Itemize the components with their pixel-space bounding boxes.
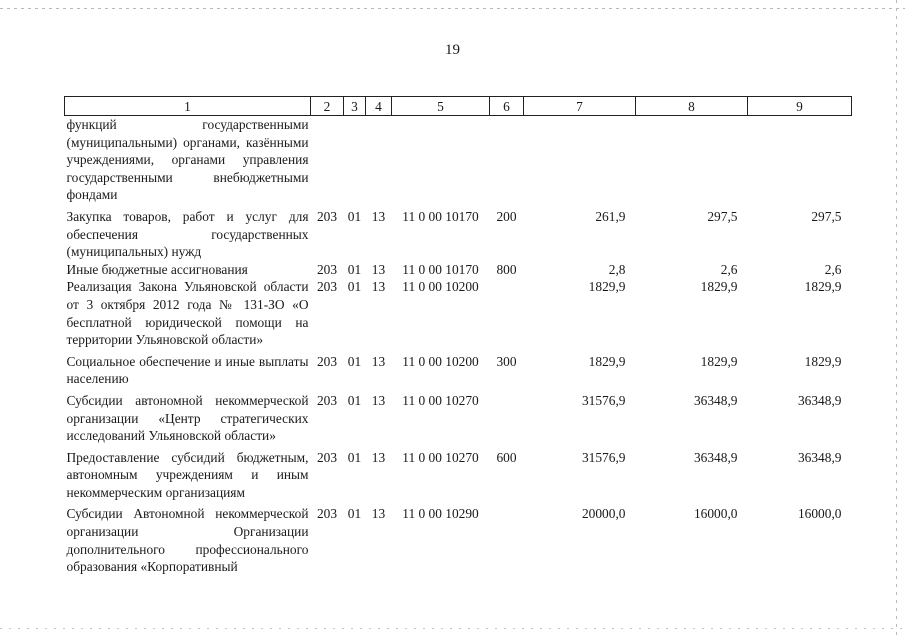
table-header-row	[65, 97, 852, 116]
cell-expense-type: 600	[496, 449, 517, 465]
cell-amount-3: 36348,9	[797, 449, 842, 465]
cell-expense-type: 200	[496, 208, 517, 224]
cell-amount-1: 31576,9	[581, 449, 626, 465]
cell-amount-3: 36348,9	[797, 392, 842, 408]
cell-expense-type	[490, 278, 524, 348]
table-row	[65, 116, 852, 204]
cell-name: Социальное обеспечение и иные выплаты населению	[66, 353, 309, 387]
cell-section: 01	[347, 208, 362, 224]
cell-section: 01	[347, 353, 362, 369]
cell-subsection: 13	[371, 449, 386, 465]
cell-amount-1: 1829,9	[588, 279, 626, 295]
cell-subsection: 13	[371, 261, 386, 277]
cell-name: функций государственными (муниципальными) органами, казёнными учреждениями, органами управления государственными внебюджетными фондами	[66, 117, 309, 203]
cell-expense-type	[490, 501, 524, 575]
cell-amount-3	[748, 116, 852, 204]
table-row	[65, 261, 852, 279]
cell-section: 01	[347, 506, 362, 522]
cell-subsection: 13	[371, 353, 386, 369]
cell-expense-type: 800	[496, 261, 517, 277]
cell-target-article: 11 0 00 10290	[402, 506, 479, 522]
header-col-6: 6	[490, 97, 524, 116]
cell-expense-type	[490, 388, 524, 445]
cell-admin-code	[311, 116, 344, 204]
cell-admin-code: 203	[316, 279, 338, 295]
scan-edge-top	[0, 8, 905, 9]
cell-amount-1: 20000,0	[581, 506, 626, 522]
header-col-5: 5	[392, 97, 490, 116]
cell-amount-1	[524, 116, 636, 204]
cell-target-article: 11 0 00 10270	[402, 449, 479, 465]
cell-section: 01	[347, 392, 362, 408]
header-col-4: 4	[366, 97, 392, 116]
cell-admin-code: 203	[316, 449, 338, 465]
header-col-3: 3	[344, 97, 366, 116]
cell-amount-2: 36348,9	[693, 392, 738, 408]
cell-subsection: 13	[371, 392, 386, 408]
header-col-2: 2	[311, 97, 344, 116]
header-col-9: 9	[748, 97, 852, 116]
cell-admin-code: 203	[316, 261, 338, 277]
cell-subsection	[366, 116, 392, 204]
cell-section: 01	[347, 279, 362, 295]
cell-name: Субсидии Автономной некоммерческой организации Организации дополнительного профессионального образования «Корпоративный	[66, 506, 309, 575]
table-row	[65, 501, 852, 575]
cell-amount-1: 1829,9	[588, 353, 626, 369]
cell-target-article	[392, 116, 490, 204]
cell-amount-3: 2,6	[824, 261, 842, 277]
cell-name: Закупка товаров, работ и услуг для обеспечения государственных (муниципальных) нужд	[66, 208, 309, 260]
cell-target-article: 11 0 00 10200	[402, 279, 479, 295]
table-row	[65, 349, 852, 388]
scan-edge-bottom	[0, 628, 905, 629]
cell-amount-2: 36348,9	[693, 449, 738, 465]
cell-amount-3: 1829,9	[804, 353, 842, 369]
cell-target-article: 11 0 00 10200	[402, 353, 479, 369]
scan-edge-right	[896, 0, 897, 640]
header-col-7: 7	[524, 97, 636, 116]
table-row	[65, 445, 852, 502]
cell-amount-1: 2,8	[608, 261, 626, 277]
cell-name: Предоставление субсидий бюджетным, автономным учреждениям и иным некоммерческим организациям	[66, 449, 309, 500]
cell-admin-code: 203	[316, 506, 338, 522]
header-col-8: 8	[636, 97, 748, 116]
budget-table	[64, 96, 852, 576]
cell-section	[344, 116, 366, 204]
cell-name: Субсидии автономной некоммерческой организации «Центр стратегических исследований Ульяновской области»	[66, 392, 309, 444]
cell-subsection: 13	[371, 506, 386, 522]
table-row	[65, 388, 852, 445]
cell-target-article: 11 0 00 10270	[402, 392, 479, 408]
table-row	[65, 204, 852, 261]
cell-expense-type	[490, 116, 524, 204]
page-number: 19	[445, 42, 460, 58]
cell-amount-2: 2,6	[720, 261, 738, 277]
cell-amount-2: 1829,9	[700, 353, 738, 369]
cell-amount-3: 297,5	[811, 208, 842, 224]
cell-admin-code: 203	[316, 392, 338, 408]
table-body	[65, 116, 852, 576]
cell-amount-2: 1829,9	[700, 279, 738, 295]
cell-name: Иные бюджетные ассигнования	[66, 261, 248, 277]
cell-subsection: 13	[371, 279, 386, 295]
cell-admin-code: 203	[316, 353, 338, 369]
cell-admin-code: 203	[316, 208, 338, 224]
cell-target-article: 11 0 00 10170	[402, 208, 479, 224]
cell-section: 01	[347, 261, 362, 277]
cell-subsection: 13	[371, 208, 386, 224]
cell-section: 01	[347, 449, 362, 465]
header-col-1: 1	[65, 97, 311, 116]
cell-amount-3: 1829,9	[804, 279, 842, 295]
cell-name: Реализация Закона Ульяновской области от 3 октября 2012 года № 131-ЗО «О бесплатной юридической помощи на территории Ульяновской области»	[66, 279, 309, 348]
cell-amount-1: 31576,9	[581, 392, 626, 408]
cell-amount-2: 297,5	[707, 208, 738, 224]
cell-amount-1: 261,9	[595, 208, 626, 224]
cell-amount-2	[636, 116, 748, 204]
cell-target-article: 11 0 00 10170	[402, 261, 479, 277]
cell-amount-2: 16000,0	[693, 506, 738, 522]
table-row	[65, 278, 852, 348]
cell-amount-3: 16000,0	[797, 506, 842, 522]
cell-expense-type: 300	[496, 353, 517, 369]
